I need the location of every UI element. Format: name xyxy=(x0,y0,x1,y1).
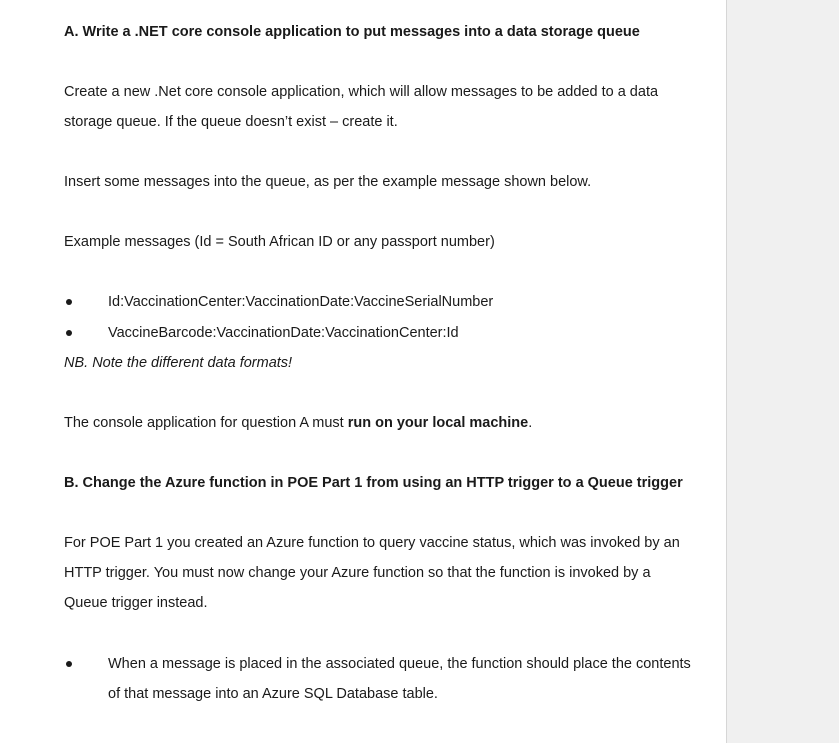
section-b-paragraph-1-line-2: HTTP trigger. You must now change your Azure function so that the function is invoked by a xyxy=(64,565,651,581)
bullet-icon xyxy=(66,661,72,667)
section-a-heading: A. Write a .NET core console application to put messages into a data storage queue xyxy=(64,24,640,40)
section-a-paragraph-1-line-2: storage queue. If the queue doesn’t exist – create it. xyxy=(64,114,398,130)
bullet-icon xyxy=(66,330,72,336)
section-a-paragraph-4-suffix: . xyxy=(528,415,533,431)
section-a-bullet-2: VaccineBarcode:VaccinationDate:VaccinationCenter:Id xyxy=(108,325,459,341)
section-a-bullet-1: Id:VaccinationCenter:VaccinationDate:VaccineSerialNumber xyxy=(108,294,494,310)
section-b-heading: B. Change the Azure function in POE Part 1 from using an HTTP trigger to a Queue trigger xyxy=(64,475,683,491)
section-a-paragraph-4-prefix: The console application for question A must xyxy=(64,415,348,431)
section-a-paragraph-4-bold: run on your local machine xyxy=(347,415,529,431)
section-a-note: NB. Note the different data formats! xyxy=(64,355,293,371)
section-b-paragraph-1-line-3: Queue trigger instead. xyxy=(64,595,208,611)
section-b-bullet-line-2: of that message into an Azure SQL Database table. xyxy=(108,686,438,702)
section-a-paragraph-3: Example messages (Id = South African ID or any passport number) xyxy=(64,234,495,250)
section-b-paragraph-1-line-1: For POE Part 1 you created an Azure function to query vaccine status, which was invoked by an xyxy=(64,535,680,551)
section-a-paragraph-4 xyxy=(64,414,532,432)
bullet-icon xyxy=(66,299,72,305)
section-a-paragraph-1-line-1: Create a new .Net core console application, which will allow messages to be added to a data xyxy=(64,84,659,100)
section-a-paragraph-2: Insert some messages into the queue, as per the example message shown below. xyxy=(64,174,592,190)
section-b-bullet-line-1: When a message is placed in the associated queue, the function should place the contents xyxy=(108,656,691,672)
